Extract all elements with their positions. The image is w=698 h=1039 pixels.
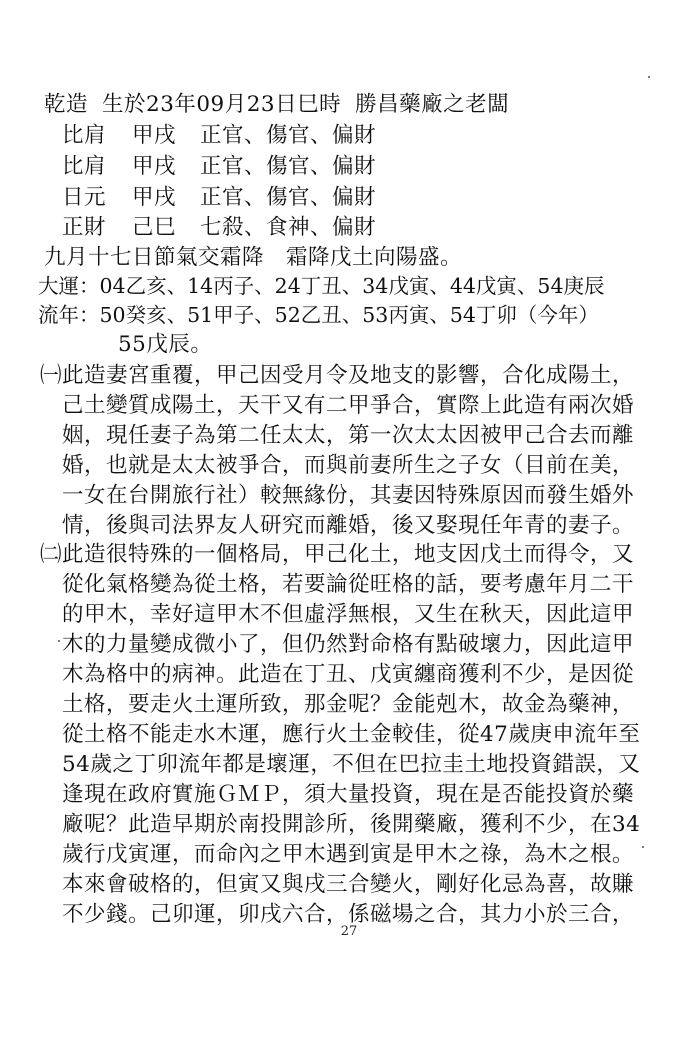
paragraph-line: 從土格不能走水木運，應行火土金較佳，從47歲庚申流年至 (62, 722, 641, 747)
paragraph-line: 此造很特殊的一個格局，甲己化土，地支因戊土而得令，又 (62, 542, 635, 567)
pillar-role: 比肩 (62, 154, 107, 179)
paragraph-line: 情，後與司法界友人研究而離婚，後又娶現任年青的妻子。 (62, 513, 635, 538)
paragraph-line: 姻，現任妻子為第二任太太，第一次太太因被甲己合去而離 (62, 423, 635, 448)
paragraph-line: 不少錢。己卯運，卯戌六合，係磁場之合，其力小於三合， (62, 902, 635, 927)
paragraph-line: 此造妻宮重覆，甲己因受月令及地支的影響，合化成陽土， (62, 363, 635, 388)
pillar-stars: 正官、傷官、偏財 (200, 154, 377, 179)
pillar-role: 正財 (62, 215, 107, 240)
scan-speck (648, 76, 650, 78)
paragraph-line: 婚，也就是太太被爭合，而與前妻所生之子女（目前在美， (62, 453, 635, 478)
paragraph-line: 木為格中的病神。此造在丁丑、戊寅纏商獲利不少，是因從 (62, 662, 635, 687)
pillar-stars: 正官、傷官、偏財 (200, 185, 377, 210)
pillar-stars: 七殺、食神、偏財 (200, 215, 377, 240)
section-marker: ㈡ (40, 542, 63, 567)
pillar-ganzhi: 甲戌 (132, 185, 177, 210)
section-marker: ㈠ (40, 363, 63, 388)
paragraph-line: 從化氣格變為從土格，若要論從旺格的話，要考慮年月二干 (62, 572, 635, 597)
paragraph-line: 本來會破格的，但寅又與戌三合變火，剛好化忌為喜，故賺 (62, 872, 635, 897)
pillar-ganzhi: 甲戌 (132, 123, 177, 148)
paragraph-line: 逢現在政府實施ＧＭＰ，須大量投資，現在是否能投資於藥 (62, 782, 635, 807)
liunian-continued: 55戊辰。 (118, 332, 213, 357)
paragraph-line: 己土變質成陽土，天干又有二甲爭合，實際上此造有兩次婚 (62, 393, 635, 418)
page-number: 27 (340, 924, 358, 939)
chart-header (44, 91, 509, 118)
pillar-ganzhi: 己巳 (132, 215, 177, 240)
paragraph-line: 木的力量變成微小了，但仍然對命格有點破壞力，因此這甲 (62, 632, 635, 657)
liunian-line: 流年：50癸亥、51甲子、52乙丑、53丙寅、54丁卯（今年） (38, 303, 599, 327)
paragraph-line: 的甲木，幸好這甲木不但虛浮無根，又生在秋天，因此這甲 (62, 602, 635, 627)
paragraph-line: 土格，要走火土運所致，那金呢？金能剋木，故金為藥神， (62, 692, 635, 717)
pillar-stars: 正官、傷官、偏財 (200, 123, 377, 148)
scan-speck (642, 846, 644, 848)
solar-term-line: 九月十七日節氣交霜降 霜降戊土向陽盛。 (44, 245, 463, 270)
scan-speck (58, 640, 60, 642)
dayun-line: 大運：04乙亥、14丙子、24丁丑、34戊寅、44戊寅、54庚辰 (38, 274, 605, 298)
owner-title: 勝昌藥廠之老闆 (355, 92, 510, 117)
pillar-role: 比肩 (62, 123, 107, 148)
pillar-ganzhi: 甲戌 (132, 154, 177, 179)
paragraph-line: 歲行戊寅運，而命內之甲木遇到寅是甲木之祿，為木之根。 (62, 842, 635, 867)
birth-info: 生於23年09月23日巳時 (102, 92, 342, 117)
paragraph-line: 54歲之丁卯流年都是壞運，不但在巴拉圭土地投資錯誤，又 (62, 752, 641, 777)
paragraph-line: 一女在台開旅行社）較無緣份，其妻因特殊原因而發生婚外 (62, 483, 635, 508)
paragraph-line: 廠呢？此造早期於南投開診所，後開藥廠，獲利不少，在34 (62, 812, 641, 837)
pillar-role: 日元 (62, 185, 107, 210)
chart-label: 乾造 (44, 92, 89, 117)
